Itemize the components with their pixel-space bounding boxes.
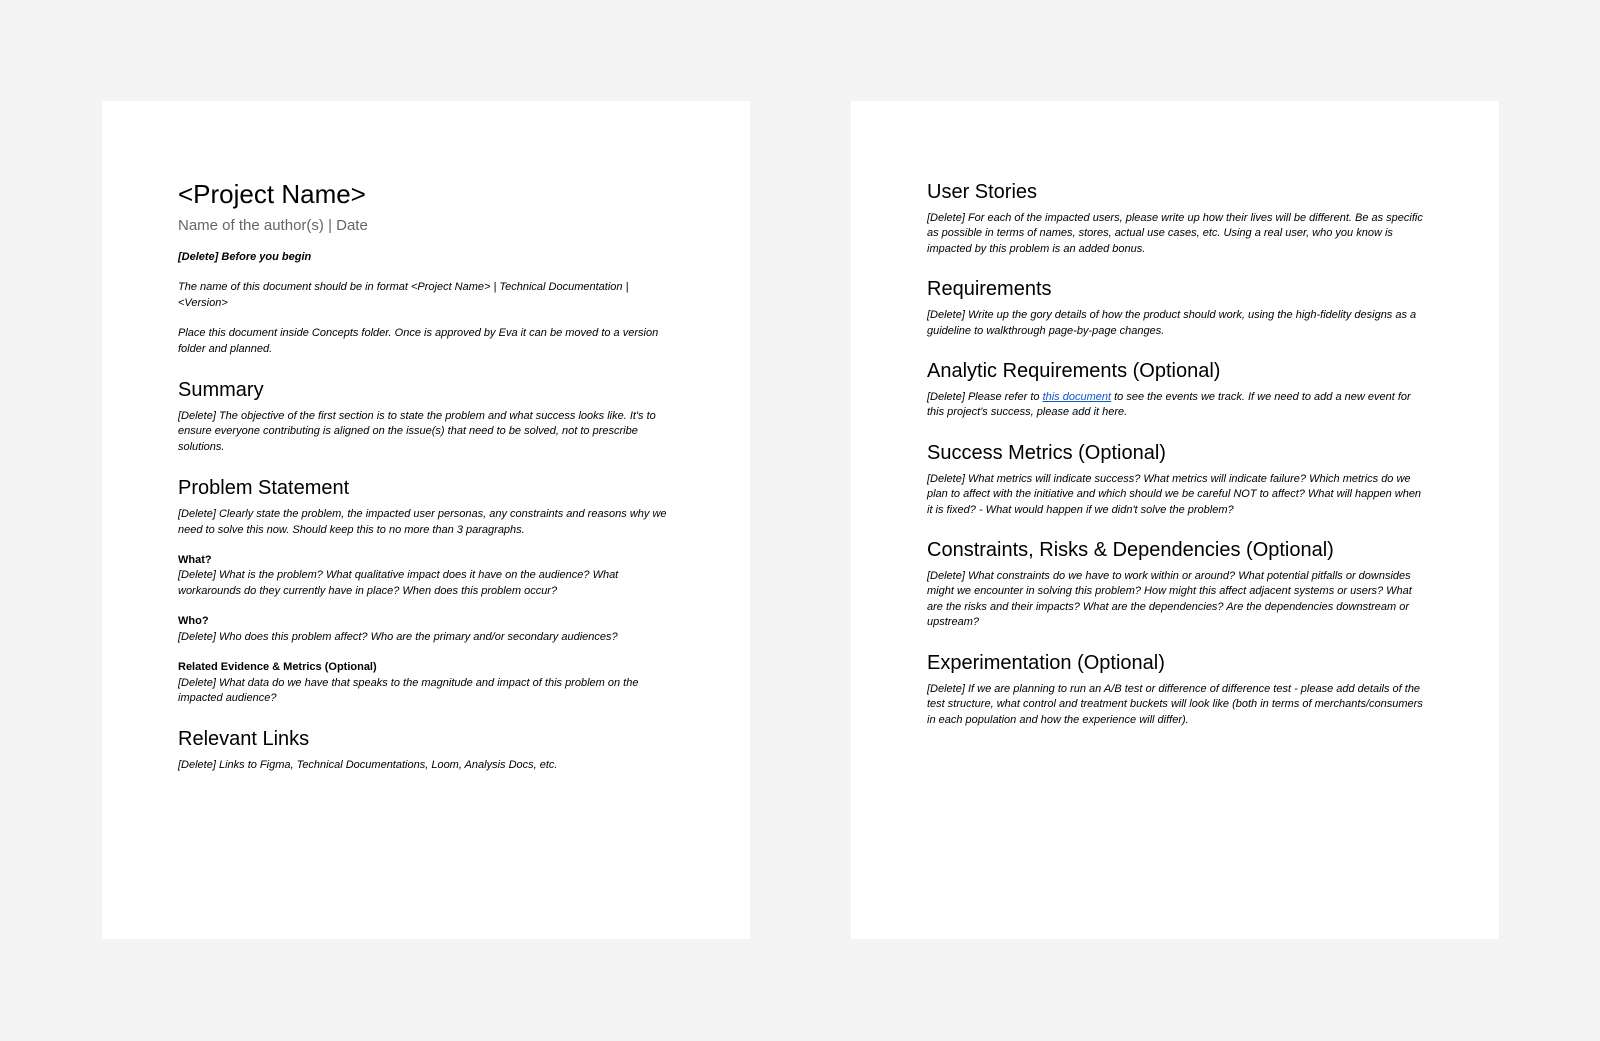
before-you-begin-paragraph-1: The name of this document should be in format <Project Name> | Technical Documentation | <Version> (178, 281, 629, 309)
success-metrics-heading: Success Metrics (Optional) (927, 441, 1166, 464)
problem-statement-text: [Delete] Clearly state the problem, the impacted user personas, any constraints and reasons why we need to solve this now. Should keep this to no more than 3 paragraphs. (178, 508, 667, 536)
constraints-text: [Delete] What constraints do we have to work within or around? What potential pitfalls or downsides might we encounter in solving this problem? How might this affect adjacent systems or users? What are the risks and their impacts? What are the dependencies? Are the dependencies downstream or upstream? (927, 570, 1412, 629)
experimentation-text: [Delete] If we are planning to run an A/B test or difference of difference test - please add details of the test structure, what control and treatment buckets will look like (both in terms of merchants/consumers in each population and how the experience will differ). (927, 682, 1423, 726)
document-page-2 (851, 101, 1499, 939)
evidence-text: [Delete] What data do we have that speaks to the magnitude and impact of this problem on the impacted audience? (178, 676, 639, 704)
analytic-text-before: [Delete] Please refer to (927, 391, 1043, 404)
what-label: What? (178, 554, 212, 567)
experimentation-heading: Experimentation (Optional) (927, 651, 1165, 674)
document-title: <Project Name> (178, 179, 366, 209)
who-text: [Delete] Who does this problem affect? Who are the primary and/or secondary audiences? (178, 630, 618, 643)
who-label: Who? (178, 615, 209, 628)
before-you-begin-heading: [Delete] Before you begin (178, 251, 312, 263)
relevant-links-heading: Relevant Links (178, 728, 310, 751)
analytic-requirements-heading: Analytic Requirements (Optional) (927, 360, 1221, 383)
evidence-label: Related Evidence & Metrics (Optional) (178, 661, 377, 674)
summary-text: [Delete] The objective of the first section is to state the problem and what success looks like. It's to ensure everyone contributing is aligned on the issue(s) that need to be solved, not to prescribe solutions. (178, 410, 656, 453)
what-text: [Delete] What is the problem? What qualitative impact does it have on the audience? What workarounds do they currently have in place? When does this problem occur? (178, 569, 619, 597)
requirements-text: [Delete] Write up the gory details of how the product should work, using the high-fidelity designs as a guideline to walkthrough page-by-page changes. (927, 309, 1417, 337)
problem-statement-heading: Problem Statement (178, 477, 350, 500)
analytic-text-after: to see the events we track. If we need to add a new event for this project's success, please add it here. (927, 391, 1411, 419)
this-document-link[interactable]: this document (1042, 391, 1112, 404)
constraints-heading: Constraints, Risks & Dependencies (Optional) (927, 539, 1334, 562)
requirements-heading: Requirements (927, 278, 1052, 301)
relevant-links-text: [Delete] Links to Figma, Technical Documentations, Loom, Analysis Docs, etc. (178, 759, 558, 772)
before-you-begin-paragraph-2: Place this document inside Concepts folder. Once is approved by Eva it can be moved to a version folder and planned. (178, 327, 659, 355)
summary-heading: Summary (178, 379, 264, 402)
analytic-requirements-text (927, 390, 1423, 421)
document-page-1 (102, 101, 750, 939)
document-subtitle: Name of the author(s) | Date (178, 217, 368, 234)
success-metrics-text: [Delete] What metrics will indicate success? What metrics will indicate failure? Which metrics do we plan to affect with the initiative and which should we be careful NOT to affect? What will happen when it is fixed? - What would happen if we didn't solve the problem? (927, 472, 1422, 516)
user-stories-text: [Delete] For each of the impacted users, please write up how their lives will be different. Be as specific as possible in terms of names, stores, actual use cases, etc. Using a real user, who you know is impacted by this problem is an added bonus. (927, 212, 1423, 255)
user-stories-heading: User Stories (927, 181, 1038, 203)
